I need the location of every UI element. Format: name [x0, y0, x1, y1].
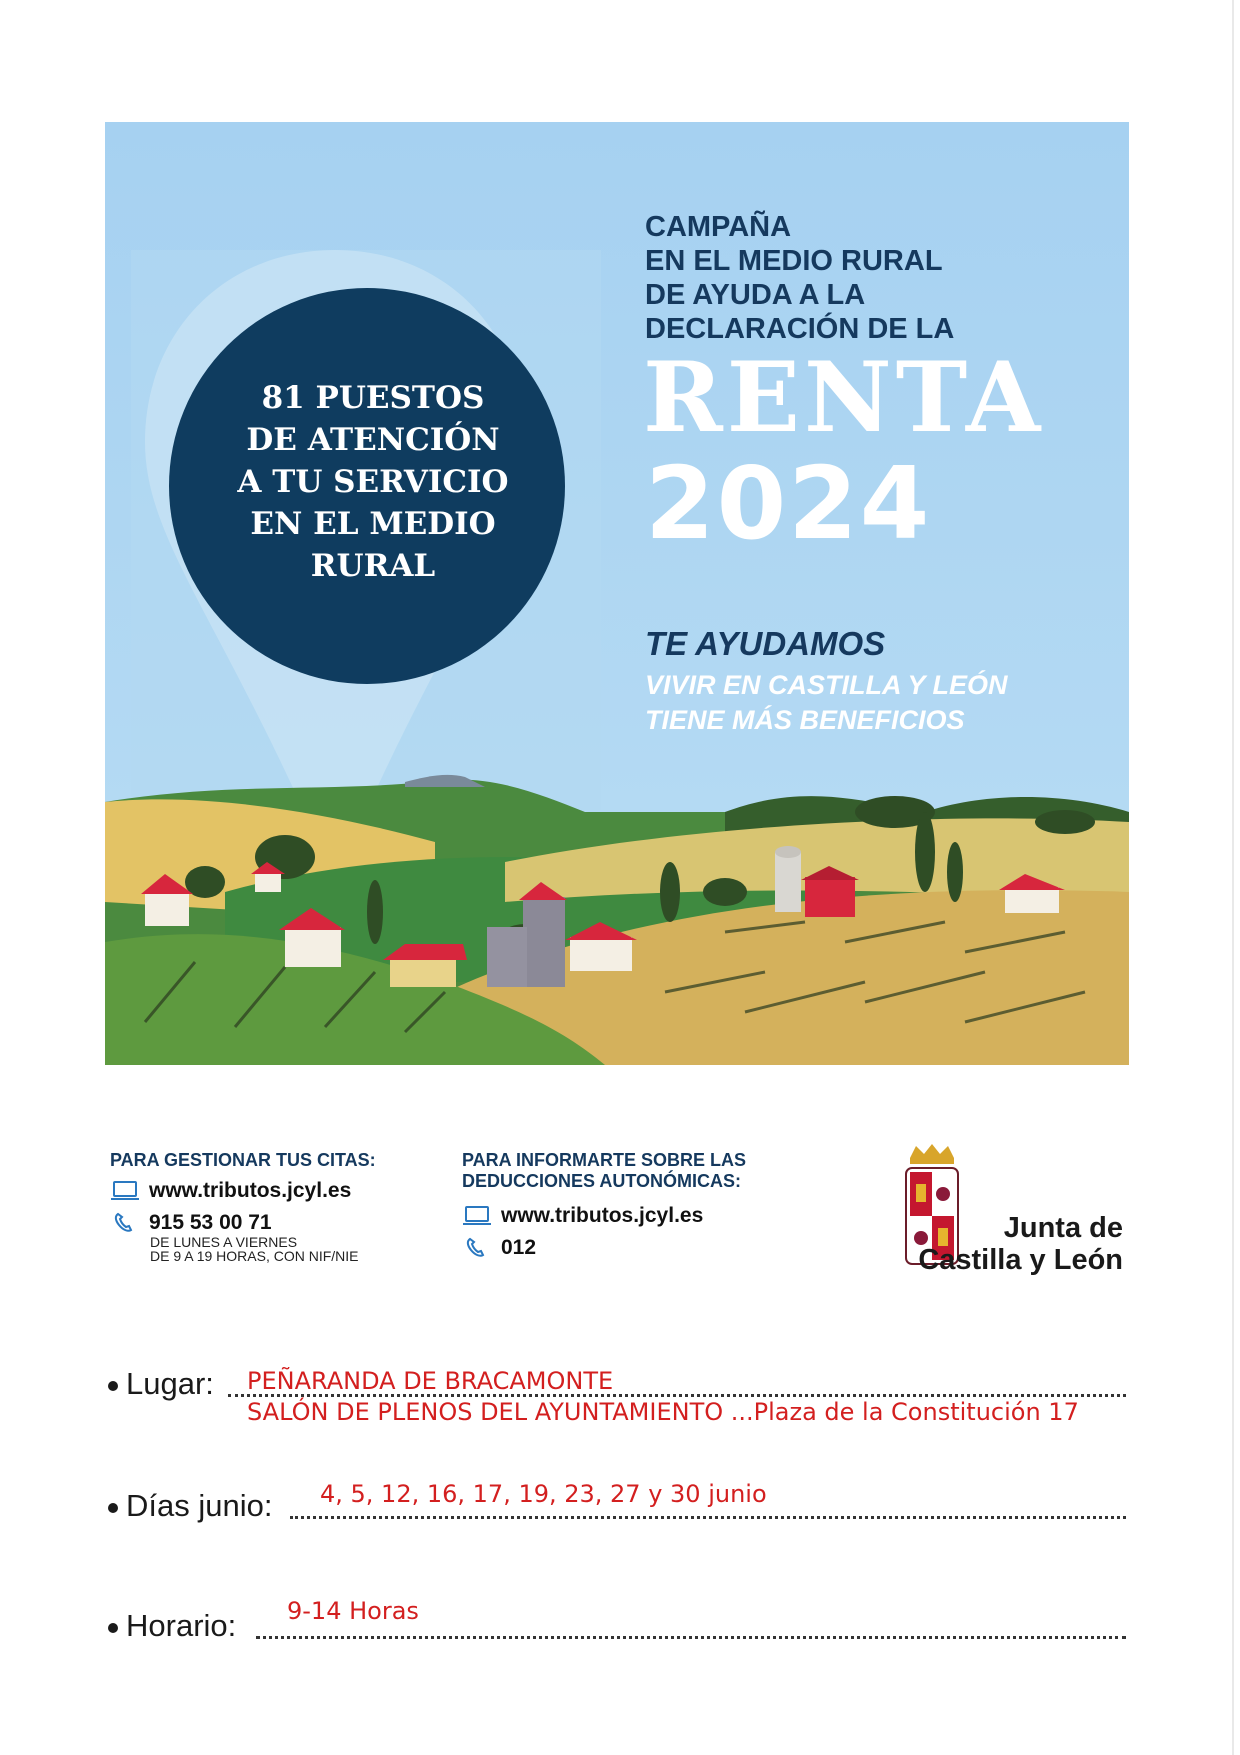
headline-line: DE AYUDA A LA [645, 279, 866, 311]
deducciones-heading: PARA INFORMARTE SOBRE LAS [462, 1150, 747, 1170]
pin-line: A TU SERVICIO [237, 464, 509, 500]
pin-line: EN EL MEDIO [250, 506, 496, 542]
headline-line: EN EL MEDIO RURAL [645, 245, 943, 277]
lugar-field [108, 1366, 214, 1402]
pin-line: RURAL [310, 548, 436, 584]
lugar-label: Lugar: [126, 1366, 214, 1401]
renta-poster [105, 122, 1129, 1065]
citas-contact [110, 1150, 376, 1263]
pin-line: 81 PUESTOS [261, 380, 485, 416]
bullet-icon [108, 1381, 118, 1391]
deducciones-web-link[interactable]: www.tributos.jcyl.es [501, 1204, 704, 1227]
citas-web-link[interactable]: www.tributos.jcyl.es [149, 1179, 352, 1202]
deducciones-heading: DEDUCCIONES AUTONÓMICAS: [462, 1171, 742, 1191]
horario-field [108, 1608, 236, 1644]
deducciones-web-row [462, 1204, 746, 1228]
renta-title: RENTA [643, 341, 1045, 454]
logo-line: Castilla y León [918, 1244, 1123, 1276]
dias-field [108, 1488, 272, 1524]
dias-dotted-line [290, 1516, 1126, 1519]
lugar-value: PEÑARANDA DE BRACAMONTE [247, 1367, 614, 1395]
te-ayudamos: TE AYUDAMOS [645, 625, 886, 662]
headline-line: CAMPAÑA [645, 211, 792, 243]
deducciones-phone-row [462, 1236, 746, 1260]
citas-web-row [110, 1179, 376, 1203]
dias-label: Días junio: [126, 1488, 273, 1523]
phone-icon [462, 1236, 492, 1260]
citas-phone: 915 53 00 71 [149, 1211, 272, 1234]
headline-line: DECLARACIÓN DE LA [645, 313, 955, 345]
tagline-line: TIENE MÁS BENEFICIOS [645, 705, 965, 735]
logo-line: Junta de [1003, 1212, 1123, 1244]
horario-dotted-line [256, 1636, 1126, 1639]
page-edge [1232, 0, 1234, 1755]
horario-label: Horario: [126, 1608, 237, 1643]
laptop-icon [110, 1179, 140, 1203]
year-title: 2024 [645, 445, 932, 562]
deducciones-contact [462, 1150, 746, 1260]
horario-value: 9-14 Horas [287, 1597, 419, 1625]
deducciones-phone: 012 [501, 1236, 537, 1259]
citas-heading: PARA GESTIONAR TUS CITAS: [110, 1150, 376, 1170]
citas-phone-row [110, 1211, 376, 1235]
phone-icon [110, 1211, 140, 1235]
citas-hours: DE 9 A 19 HORAS, CON NIF/NIE [150, 1248, 359, 1264]
campaign-headline [645, 210, 954, 346]
bullet-icon [108, 1623, 118, 1633]
lugar-value-address: SALÓN DE PLENOS DEL AYUNTAMIENTO ...Plaza de la Constitución 17 [247, 1398, 1079, 1426]
pin-text [223, 377, 523, 587]
pin-line: DE ATENCIÓN [246, 422, 500, 458]
tagline-line: VIVIR EN CASTILLA Y LEÓN [645, 670, 1008, 700]
laptop-icon [462, 1204, 492, 1228]
dias-value: 4, 5, 12, 16, 17, 19, 23, 27 y 30 junio [320, 1480, 767, 1508]
bullet-icon [108, 1503, 118, 1513]
rural-landscape-illustration [105, 122, 1129, 1065]
logo-wordmark [888, 1212, 1123, 1276]
citas-hours: DE LUNES A VIERNES [150, 1234, 298, 1250]
